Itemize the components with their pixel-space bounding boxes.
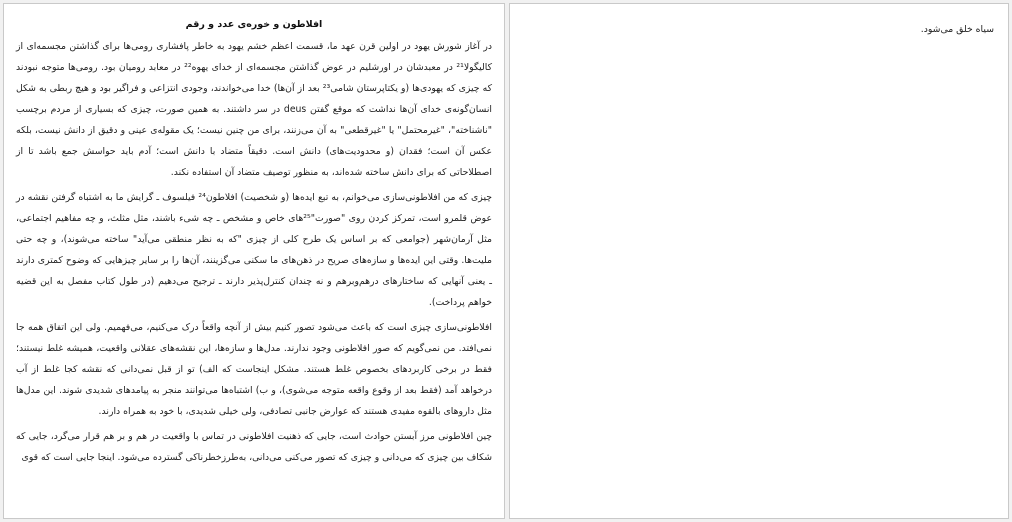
paragraph-3: افلاطونی‌سازی چیزی است که باعث می‌شود تصور کنیم بیش از آنچه واقعاً درک می‌کنیم، می‌فهمیم. ولی این اتفاق همه جا نمی‌افتد. من نمی‌گویم که صور افلاطونی وجود ندارند. مدل‌ها و سازه‌ها، این نقشه‌های عقلانی واقعیت، همیشه غلط نیستند؛ فقط در برخی کاربردهای بخصوص غلط هستند. مشکل اینجاست که الف) تو از قبل نمی‌دانی که نقشه کجا غلط از آب درخواهد آمد (فقط بعد از وقوع واقعه متوجه می‌شوی)، و ب) اشتباه‌ها می‌توانند منجر به پیامدهای شدیدی شوند. این مدل‌ها مثل داروهای بالقوه مفیدی هستند که عوارض جانبی تصادفی، ولی خیلی شدیدی، با خود به همراه دارند.	[16, 322, 492, 417]
left-page-content	[16, 15, 492, 472]
paragraph-1: در آغاز شورش یهود در اولین قرن عهد ما، قسمت اعظم خشم یهود به خاطر پافشاری رومی‌ها برای گذاشتن مجسمه‌ای از کالیگولا²¹ در معبدشان در اورشلیم در عوض گذاشتن مجسمه‌ای از خدای یهوه²² در معابد رومیان بود. رومی‌ها متوجه نبودند که چیزی که یهودی‌ها (و یکتاپرستان شامی²³ بعد از آن‌ها) خدا می‌خواندند، وجودی انتزاعی و فراگیر بود و هیچ ربطی به شکل انسان‌گونه‌ی خدای آن‌ها نداشت که موقع گفتن deus در سر داشتند. به همین صورت، چیزی که بسیاری از مردم برچسب "ناشناخته"، "غیرمحتمل" یا "غیرقطعی" به آن می‌زنند، برای من چنین نیست؛ یک مقوله‌ی عینی و دقیق از دانش نیست، بلکه عکس آن است؛ فقدان (و محدودیت‌های) دانش است. دقیقاً متضاد با دانش است؛ آدم باید حواسش جمع باشد تا از اصطلاحاتی که برای دانش ساخته شده‌اند، به منظور توصیف متضاد آن استفاده نکند.	[16, 41, 493, 178]
section-title: افلاطون و خوره‌ی عدد و رقم	[185, 19, 323, 30]
right-page-content	[526, 19, 994, 40]
paragraph-4: چین افلاطونی مرز آبستن حوادث است، جایی که ذهنیت افلاطونی در تماس با واقعیت در هم و بر هم قرار می‌گرد، جایی که شکاف بین چیزی که می‌دانی و چیزی که تصور می‌کنی می‌دانی، به‌طرزخطرناکی گسترده می‌شود. اینجا جایی است که قوی	[16, 431, 492, 463]
continued-sentence: سیاه خلق می‌شود.	[920, 24, 994, 35]
left-page	[3, 3, 505, 519]
paragraph-2: چیزی که من افلاطونی‌سازی می‌خوانم، به تبع ایده‌ها (و شخصیت) افلاطون²⁴ فیلسوف ـ گرایش ما به اشتباه گرفتن نقشه در عوض قلمرو است، تمرکز کردن روی "صورت"²⁵های خاص و مشخص ـ چه شیء باشند، مثل مثلث، و چه مفاهیم اجتماعی، مثل آرمان‌شهر (جوامعی که بر اساس یک طرح کلی از چیزی "که به نظر منطقی می‌آید" ساخته می‌شوند)، و چه حتی ملیت‌ها. وقتی این ایده‌ها و سازه‌های صریح در ذهن‌های ما سکنی می‌گزینند، آن‌ها را بر سایر چیزهایی که وضوح کمتری دارند ـ یعنی آنهایی که ساختارهای درهم‌وبرهم و نه چندان کنترل‌پذیر دارند ـ ترجیح می‌دهیم (در طول کتاب مفصل به این قضیه خواهم پرداخت).	[16, 192, 492, 308]
right-page	[509, 3, 1009, 519]
